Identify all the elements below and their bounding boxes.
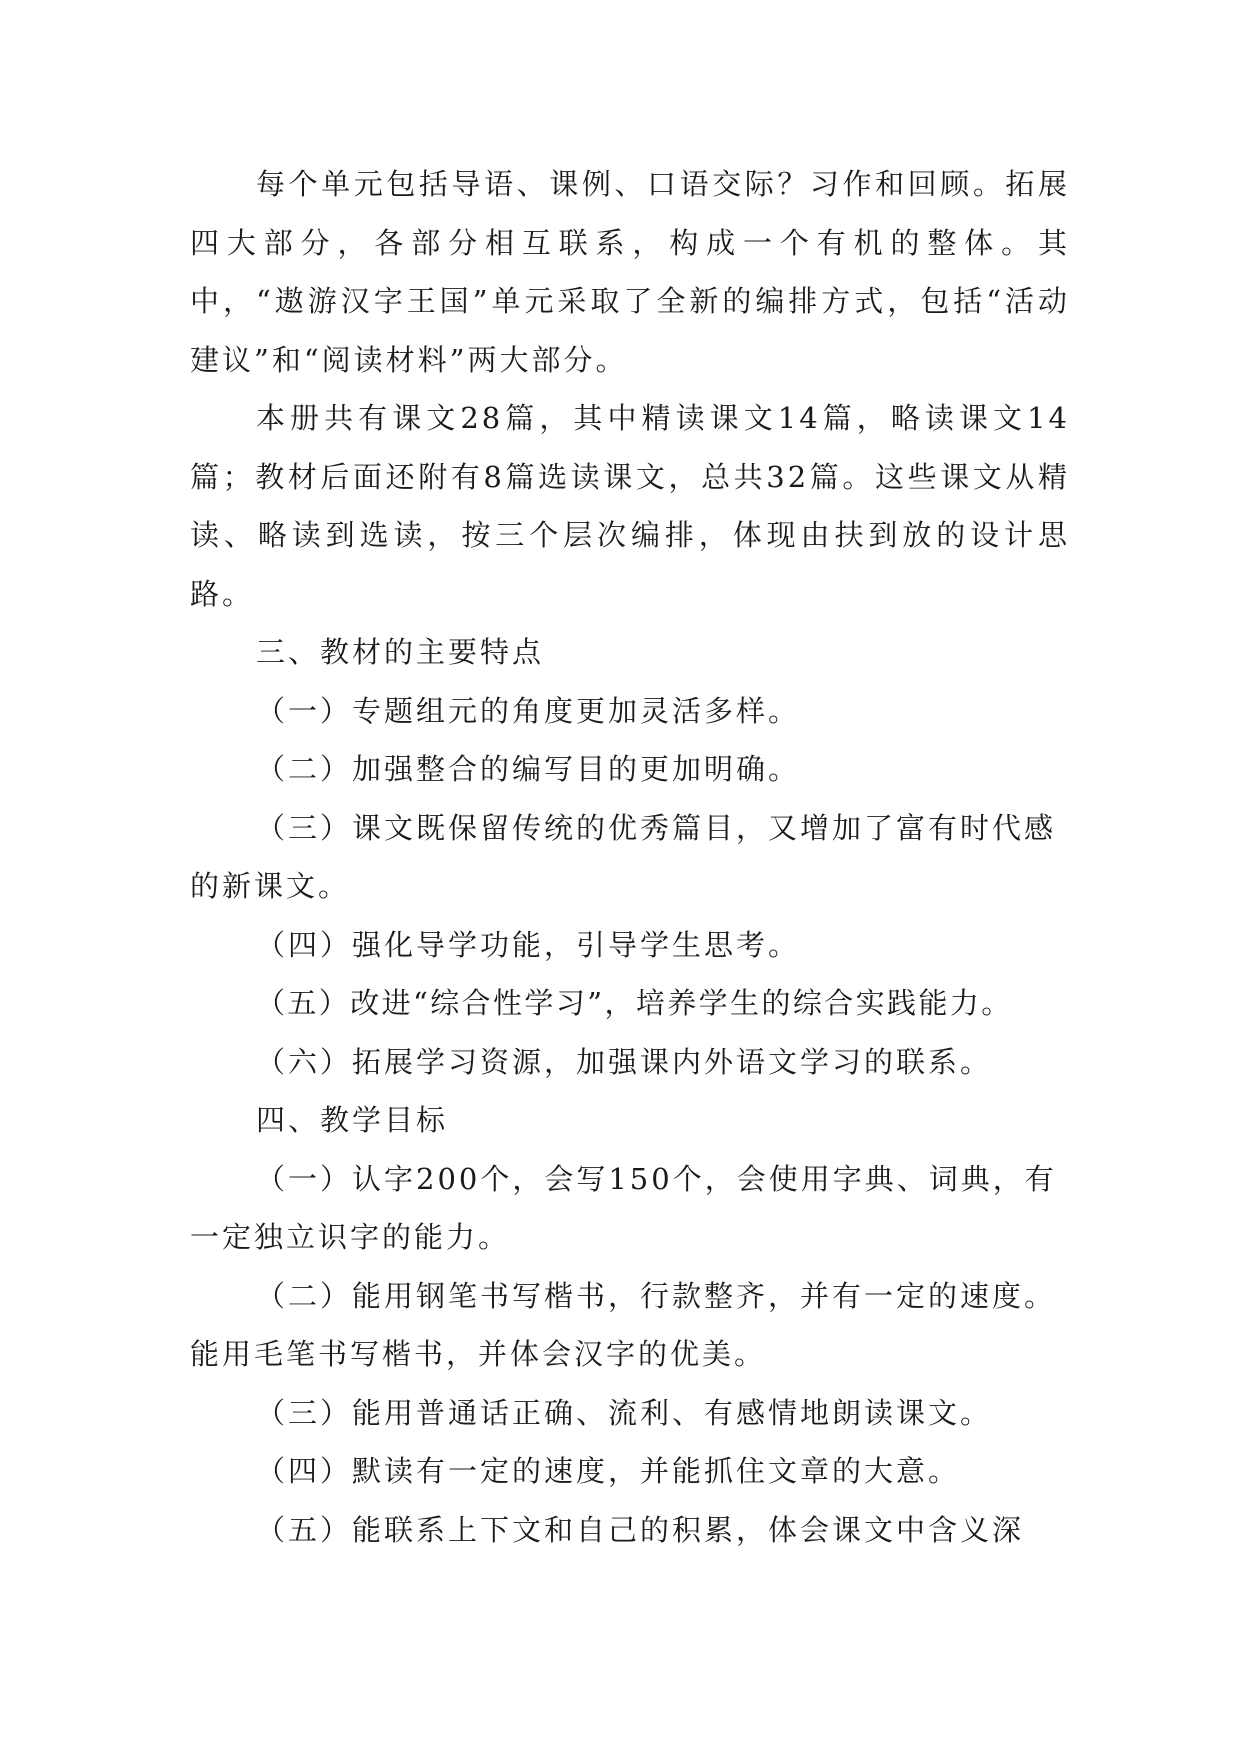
feature-item: （一）专题组元的角度更加灵活多样。 — [256, 693, 801, 728]
goal-item: （四）默读有一定的速度，并能抓住文章的大意。 — [256, 1454, 961, 1488]
goal-item: （五）能联系上下文和自己的积累，体会课文中含义深 — [256, 1512, 1025, 1547]
feature-item: （五）改进“综合性学习”，培养学生的综合实践能力。 — [256, 986, 1013, 1020]
section-heading-features: 三、教材的主要特点 — [256, 635, 545, 669]
feature-item: （四）强化导学功能，引导学生思考。 — [256, 927, 801, 962]
section-heading-goals: 四、教学目标 — [256, 1103, 449, 1137]
feature-item: （二）加强整合的编写目的更加明确。 — [256, 752, 801, 786]
paragraph-lesson-count: 本册共有课文28篇，其中精读课文14篇，略读课文14篇；教材后面还附有8篇选读课文，总共32篇。这些课文从精读、略读到选读，按三个层次编排，体现由扶到放的设计思路。 — [190, 401, 1070, 611]
feature-item: （六）拓展学习资源，加强课内外语文学习的联系。 — [256, 1044, 993, 1079]
document-body — [190, 155, 1070, 1559]
goal-item: （二）能用钢笔书写楷书，行款整齐，并有一定的速度。能用毛笔书写楷书，并体会汉字的优美。 — [190, 1278, 1057, 1371]
goal-item: （一）认字200个，会写150个，会使用字典、词典，有一定独立识字的能力。 — [190, 1161, 1057, 1254]
paragraph-units: 每个单元包括导语、课例、口语交际？习作和回顾。拓展四大部分，各部分相互联系，构成一个有机的整体。其中，“遨游汉字王国”单元采取了全新的编排方式，包括“活动建议”和“阅读材料”两大部分。 — [190, 167, 1070, 377]
goal-item: （三）能用普通话正确、流利、有感情地朗读课文。 — [256, 1395, 993, 1430]
feature-item: （三）课文既保留传统的优秀篇目，又增加了富有时代感的新课文。 — [190, 810, 1057, 903]
